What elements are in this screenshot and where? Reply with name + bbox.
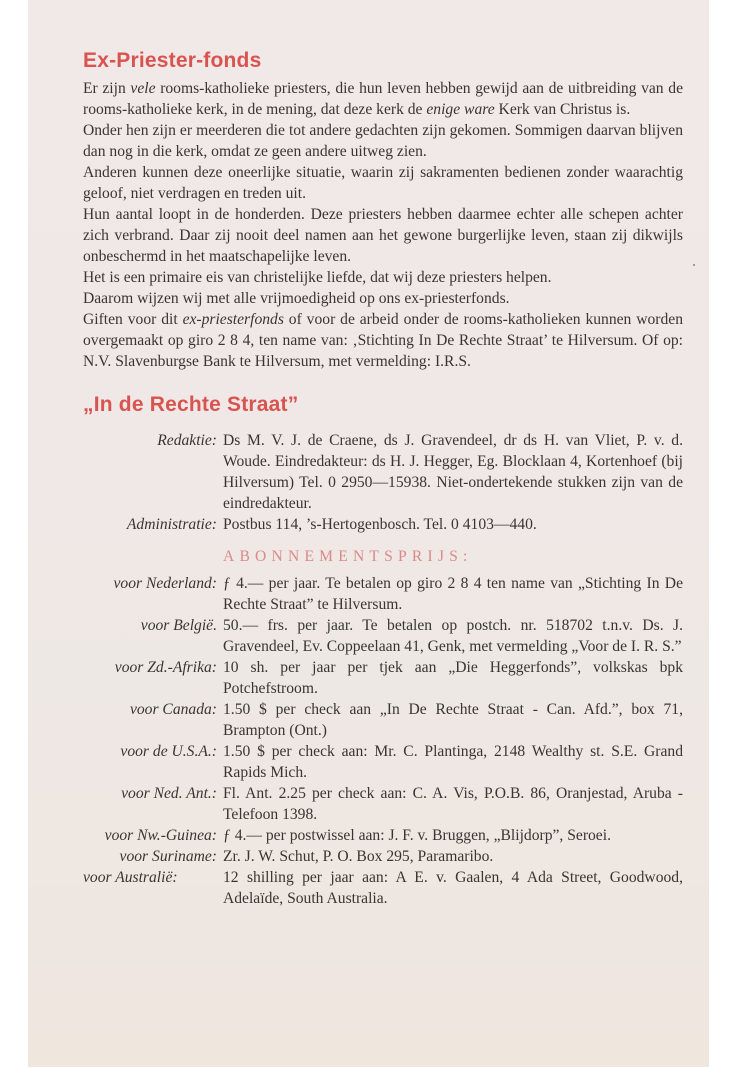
- subscription-row-nederland: [83, 573, 683, 615]
- subscription-label: voor Australië:: [83, 869, 178, 886]
- page-content: [83, 48, 683, 909]
- subscription-value: 1.50 $ per check aan: Mr. C. Plantinga, 2148 Wealthy st. S.E. Grand Rapids Mich.: [223, 743, 683, 781]
- subscription-value: Zr. J. W. Schut, P. O. Box 295, Paramaribo.: [223, 848, 494, 865]
- text-run: Er zijn: [83, 80, 131, 97]
- in-de-rechte-straat-heading: „In de Rechte Straat”: [83, 393, 299, 416]
- subscription-label: voor Ned. Ant.:: [121, 785, 217, 802]
- subscription-list: [83, 573, 683, 909]
- paragraph: Daarom wijzen wij met alle vrijmoedigheid op ons ex-priesterfonds.: [83, 290, 510, 307]
- subscription-row-suriname: [83, 846, 683, 867]
- subscription-row-belgie: [83, 615, 683, 657]
- redaktie-row: [83, 430, 683, 514]
- paragraph: [83, 309, 683, 372]
- subscription-row-nw-guinea: [83, 825, 683, 846]
- subscription-value: 50.— frs. per jaar. Te betalen op postch. nr. 518702 t.n.v. Ds. J. Gravendeel, Ev. Coppeelaan 41, Genk, met vermelding „Voor de I. R. S.”: [223, 617, 683, 655]
- subscription-label: voor België.: [140, 617, 217, 634]
- emphasis: ex-priesterfonds: [182, 311, 284, 328]
- subscription-value: 12 shilling per jaar aan: A E. v. Gaalen, 4 Ada Street, Goodwood, Adelaïde, South Australia.: [223, 869, 683, 907]
- subscription-label: voor Canada:: [129, 701, 217, 718]
- administratie-row: [83, 514, 683, 535]
- subscription-value: 10 sh. per jaar per tjek aan „Die Heggerfonds”, volkskas bpk Potchefstroom.: [223, 659, 683, 697]
- redaktie-value: Ds M. V. J. de Craene, ds J. Gravendeel, dr ds H. van Vliet, P. v. d. Woude. Eindredakteur: ds H. J. Hegger, Eg. Blocklaan 4, Kortenhoef (bij Hilversum) Tel. 0 2950—15938. Niet-ondertekende stukken zijn van de eindredakteur.: [223, 432, 683, 512]
- emphasis: enige ware: [426, 101, 495, 118]
- paragraph: Hun aantal loopt in de honderden. Deze priesters hebben daarmee echter alle schepen achter zich verbrand. Daar zij nooit deel namen aan het gewone burgerlijke leven, staan zij dikwijls onbeschermd in het maatschapelijke leven.: [83, 206, 683, 265]
- subscription-label: voor Suriname:: [119, 848, 217, 865]
- paragraph: [83, 78, 683, 120]
- subscription-row-australie: [83, 867, 683, 909]
- paragraph: Onder hen zijn er meerderen die tot andere gedachten zijn gekomen. Sommigen daarvan blijven dan nog in die kerk, omdat ze geen andere uitweg zien.: [83, 122, 683, 160]
- subscription-heading: ABONNEMENTSPRIJS:: [223, 548, 473, 565]
- subscription-row-usa: [83, 741, 683, 783]
- subscription-label: voor Nw.-Guinea:: [104, 827, 217, 844]
- subscription-value: Fl. Ant. 2.25 per check aan: C. A. Vis, P.O.B. 86, Oranjestad, Aruba - Telefoon 1398.: [223, 785, 683, 823]
- subscription-value: ƒ 4.— per jaar. Te betalen op giro 2 8 4 ten name van „Stichting In De Rechte Straat” te Hilversum.: [223, 575, 683, 613]
- text-run: Kerk van Christus is.: [494, 101, 631, 118]
- text-run: of voor de arbeid onder de rooms-katholieken kunnen worden overgemaakt op giro 2 8 4, ten name van: ‚Stichting In De Rechte Straat’ te Hilversum. Of op: N.V. Slavenburgse Bank te Hilversum, met vermelding: I.R.S.: [83, 311, 684, 370]
- subscription-label: voor de U.S.A.:: [120, 743, 217, 760]
- subscription-value: ƒ 4.— per postwissel aan: J. F. v. Bruggen, „Blijdorp”, Seroei.: [223, 827, 611, 844]
- paragraph: Anderen kunnen deze oneerlijke situatie, waarin zij sakramenten bedienen zonder waarachtig geloof, niet verdragen en treden uit.: [83, 164, 683, 202]
- subscription-row-ned-ant: [83, 783, 683, 825]
- administratie-value: Postbus 114, ’s-Hertogenbosch. Tel. 0 4103—440.: [223, 516, 537, 533]
- subscription-label: voor Nederland:: [113, 575, 217, 592]
- text-run: rooms-katholieke priesters, die hun leven hebben gewijd aan de uitbreiding van de rooms-katholieke kerk, in de mening, dat deze kerk de: [83, 80, 683, 118]
- subscription-row-canada: [83, 699, 683, 741]
- redaktie-label: Redaktie:: [157, 432, 217, 449]
- subscription-label: voor Zd.-Afrika:: [114, 659, 217, 676]
- subscription-value: 1.50 $ per check aan „In De Rechte Straat - Can. Afd.”, box 71, Brampton (Ont.): [223, 701, 683, 739]
- emphasis: vele: [130, 80, 156, 97]
- paragraph: Het is een primaire eis van christelijke liefde, dat wij deze priesters helpen.: [83, 269, 552, 286]
- ex-priester-fonds-body: [83, 78, 683, 372]
- ex-priester-fonds-heading: Ex-Priester-fonds: [83, 49, 262, 72]
- paper-speck: [693, 264, 695, 266]
- subscription-row-zd-afrika: [83, 657, 683, 699]
- text-run: Giften voor dit: [83, 311, 183, 328]
- administratie-label: Administratie:: [126, 516, 217, 533]
